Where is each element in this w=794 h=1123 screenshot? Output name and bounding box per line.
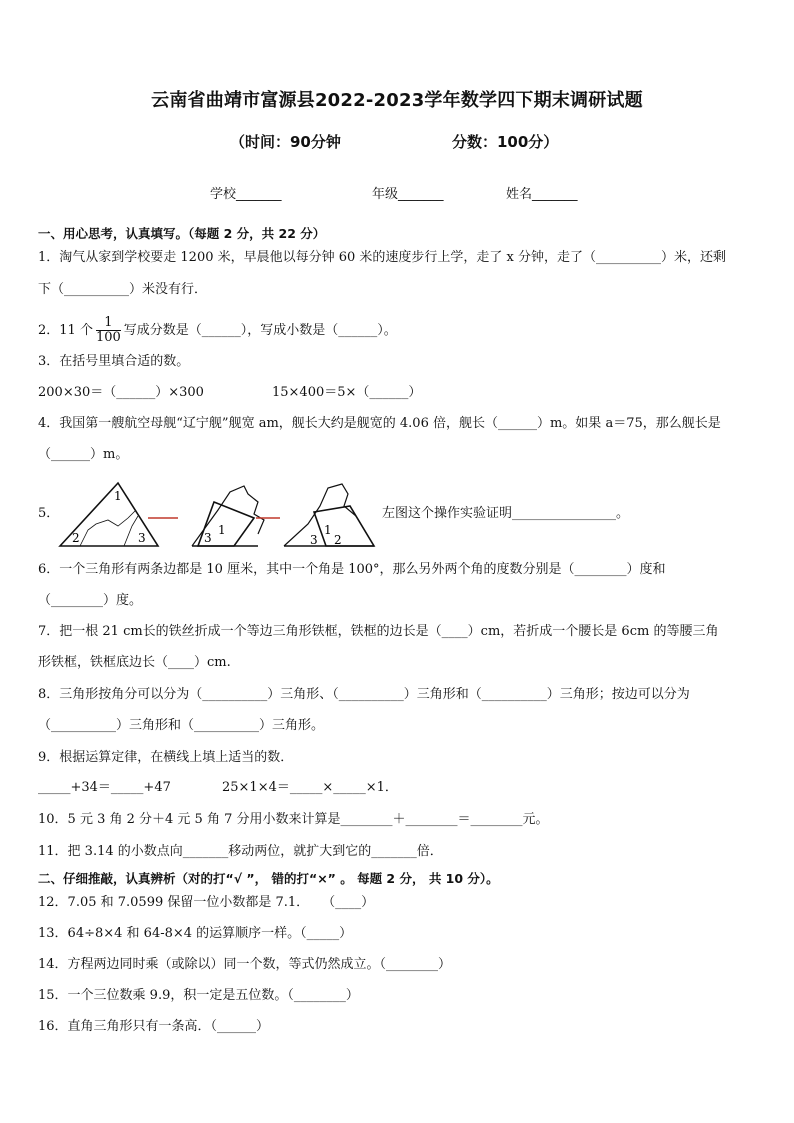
section-1-heading: 一、用心思考，认真填写。（每题 2 分，共 22 分） [38,226,326,241]
question-7-line-1: 7．把一根 21 cm长的铁丝折成一个等边三角形铁框，铁框的边长是（____）cm，若折成一个腰长是 6cm 的等腰三角 [38,624,719,639]
triangle-experiment-figure [58,480,378,550]
angle-label-3: 3 [138,531,146,545]
question-2 [38,316,397,345]
question-15: 15．一个三位数乘 9.9，积一定是五位数。（________） [38,988,359,1003]
question-5-text: 左图这个操作实验证明________________。 [382,506,630,521]
angle-label-1: 1 [114,489,122,503]
fig3-label-1: 1 [324,523,332,537]
question-9-part-b: 25×1×4＝_____×_____×1． [222,780,398,795]
fig3-label-3: 3 [310,533,318,547]
question-10: 10．5 元 3 角 2 分＋4 元 5 角 7 分用小数来计算是________＋________＝________元。 [38,812,549,827]
question-4-line-2: （______）m。 [38,447,129,462]
question-8-line-2: （__________）三角形和（__________）三角形。 [38,718,325,733]
folded-shape-2 [192,486,264,546]
grade-field[interactable]: 年级_______ [372,187,444,202]
question-3-part-b: 15×400＝5×（______） [272,385,422,400]
question-9: 9．根据运算定律，在横线上填上适当的数． [38,750,294,765]
moved-piece-3 [314,506,374,546]
section-2-heading: 二、仔细推敲，认真辨析（对的打“√ ”， 错的打“×” 。 每题 2 分， 共 10 分）。 [38,871,499,886]
folded-shape-3 [284,484,356,546]
torn-line-right [124,516,138,546]
question-4-line-1: 4．我国第一艘航空母舰“辽宁舰”舰宽 am，舰长大约是舰宽的 4.06 倍，舰长（______）m。如果 a＝75，那么舰长是 [38,416,721,431]
question-11: 11．把 3.14 的小数点向_______移动两位，就扩大到它的_______倍． [38,844,443,859]
question-13: 13．64÷8×4 和 64-8×4 的运算顺序一样。（_____） [38,926,353,941]
time-label: （时间：90分钟 [230,133,341,151]
question-3-part-a: 200×30＝（______）×300 [38,385,204,400]
fraction-denominator: 100 [95,330,121,345]
question-8-line-1: 8．三角形按角分可以分为（__________）三角形、（__________）三角形和（__________）三角形；按边可以分为 [38,687,690,702]
question-9-part-a: _____+34＝_____+47 [38,780,171,795]
fig2-label-3: 3 [204,531,212,545]
question-7-line-2: 形铁框，铁框底边长（____）cm. [38,655,231,670]
question-2-suffix: 写成分数是（______），写成小数是（______）。 [123,323,397,338]
question-16: 16．直角三角形只有一条高．（______） [38,1019,270,1034]
question-12: 12．7.05 和 7.0599 保留一位小数都是 7.1． （____） [38,895,375,910]
name-field[interactable]: 姓名_______ [506,187,578,202]
angle-label-2: 2 [72,531,80,545]
page-title: 云南省曲靖市富源县2022-2023学年数学四下期末调研试题 [151,90,643,111]
question-1-line-2: 下（__________）米没有行． [38,282,208,297]
question-5-label: 5． [38,506,60,521]
fig2-label-1: 1 [218,523,226,537]
score-label: 分数：100分） [452,133,559,151]
question-6-line-1: 6．一个三角形有两条边都是 10 厘米，其中一个角是 100°，那么另外两个角的度数分别是（________）度和 [38,562,666,577]
question-14: 14．方程两边同时乘（或除以）同一个数，等式仍然成立。（________） [38,957,452,972]
question-6-line-2: （________）度。 [38,593,143,608]
question-2-prefix: 2．11 个 [38,323,93,338]
fig3-label-2: 2 [334,533,342,547]
question-3: 3．在括号里填合适的数。 [38,354,190,369]
fraction-numerator: 1 [96,316,121,331]
school-field[interactable]: 学校_______ [210,187,282,202]
question-1-line-1: 1．淘气从家到学校要走 1200 米，早晨他以每分钟 60 米的速度步行上学，走了 x 分钟，走了（__________）米，还剩 [38,250,727,265]
fraction [96,316,121,345]
